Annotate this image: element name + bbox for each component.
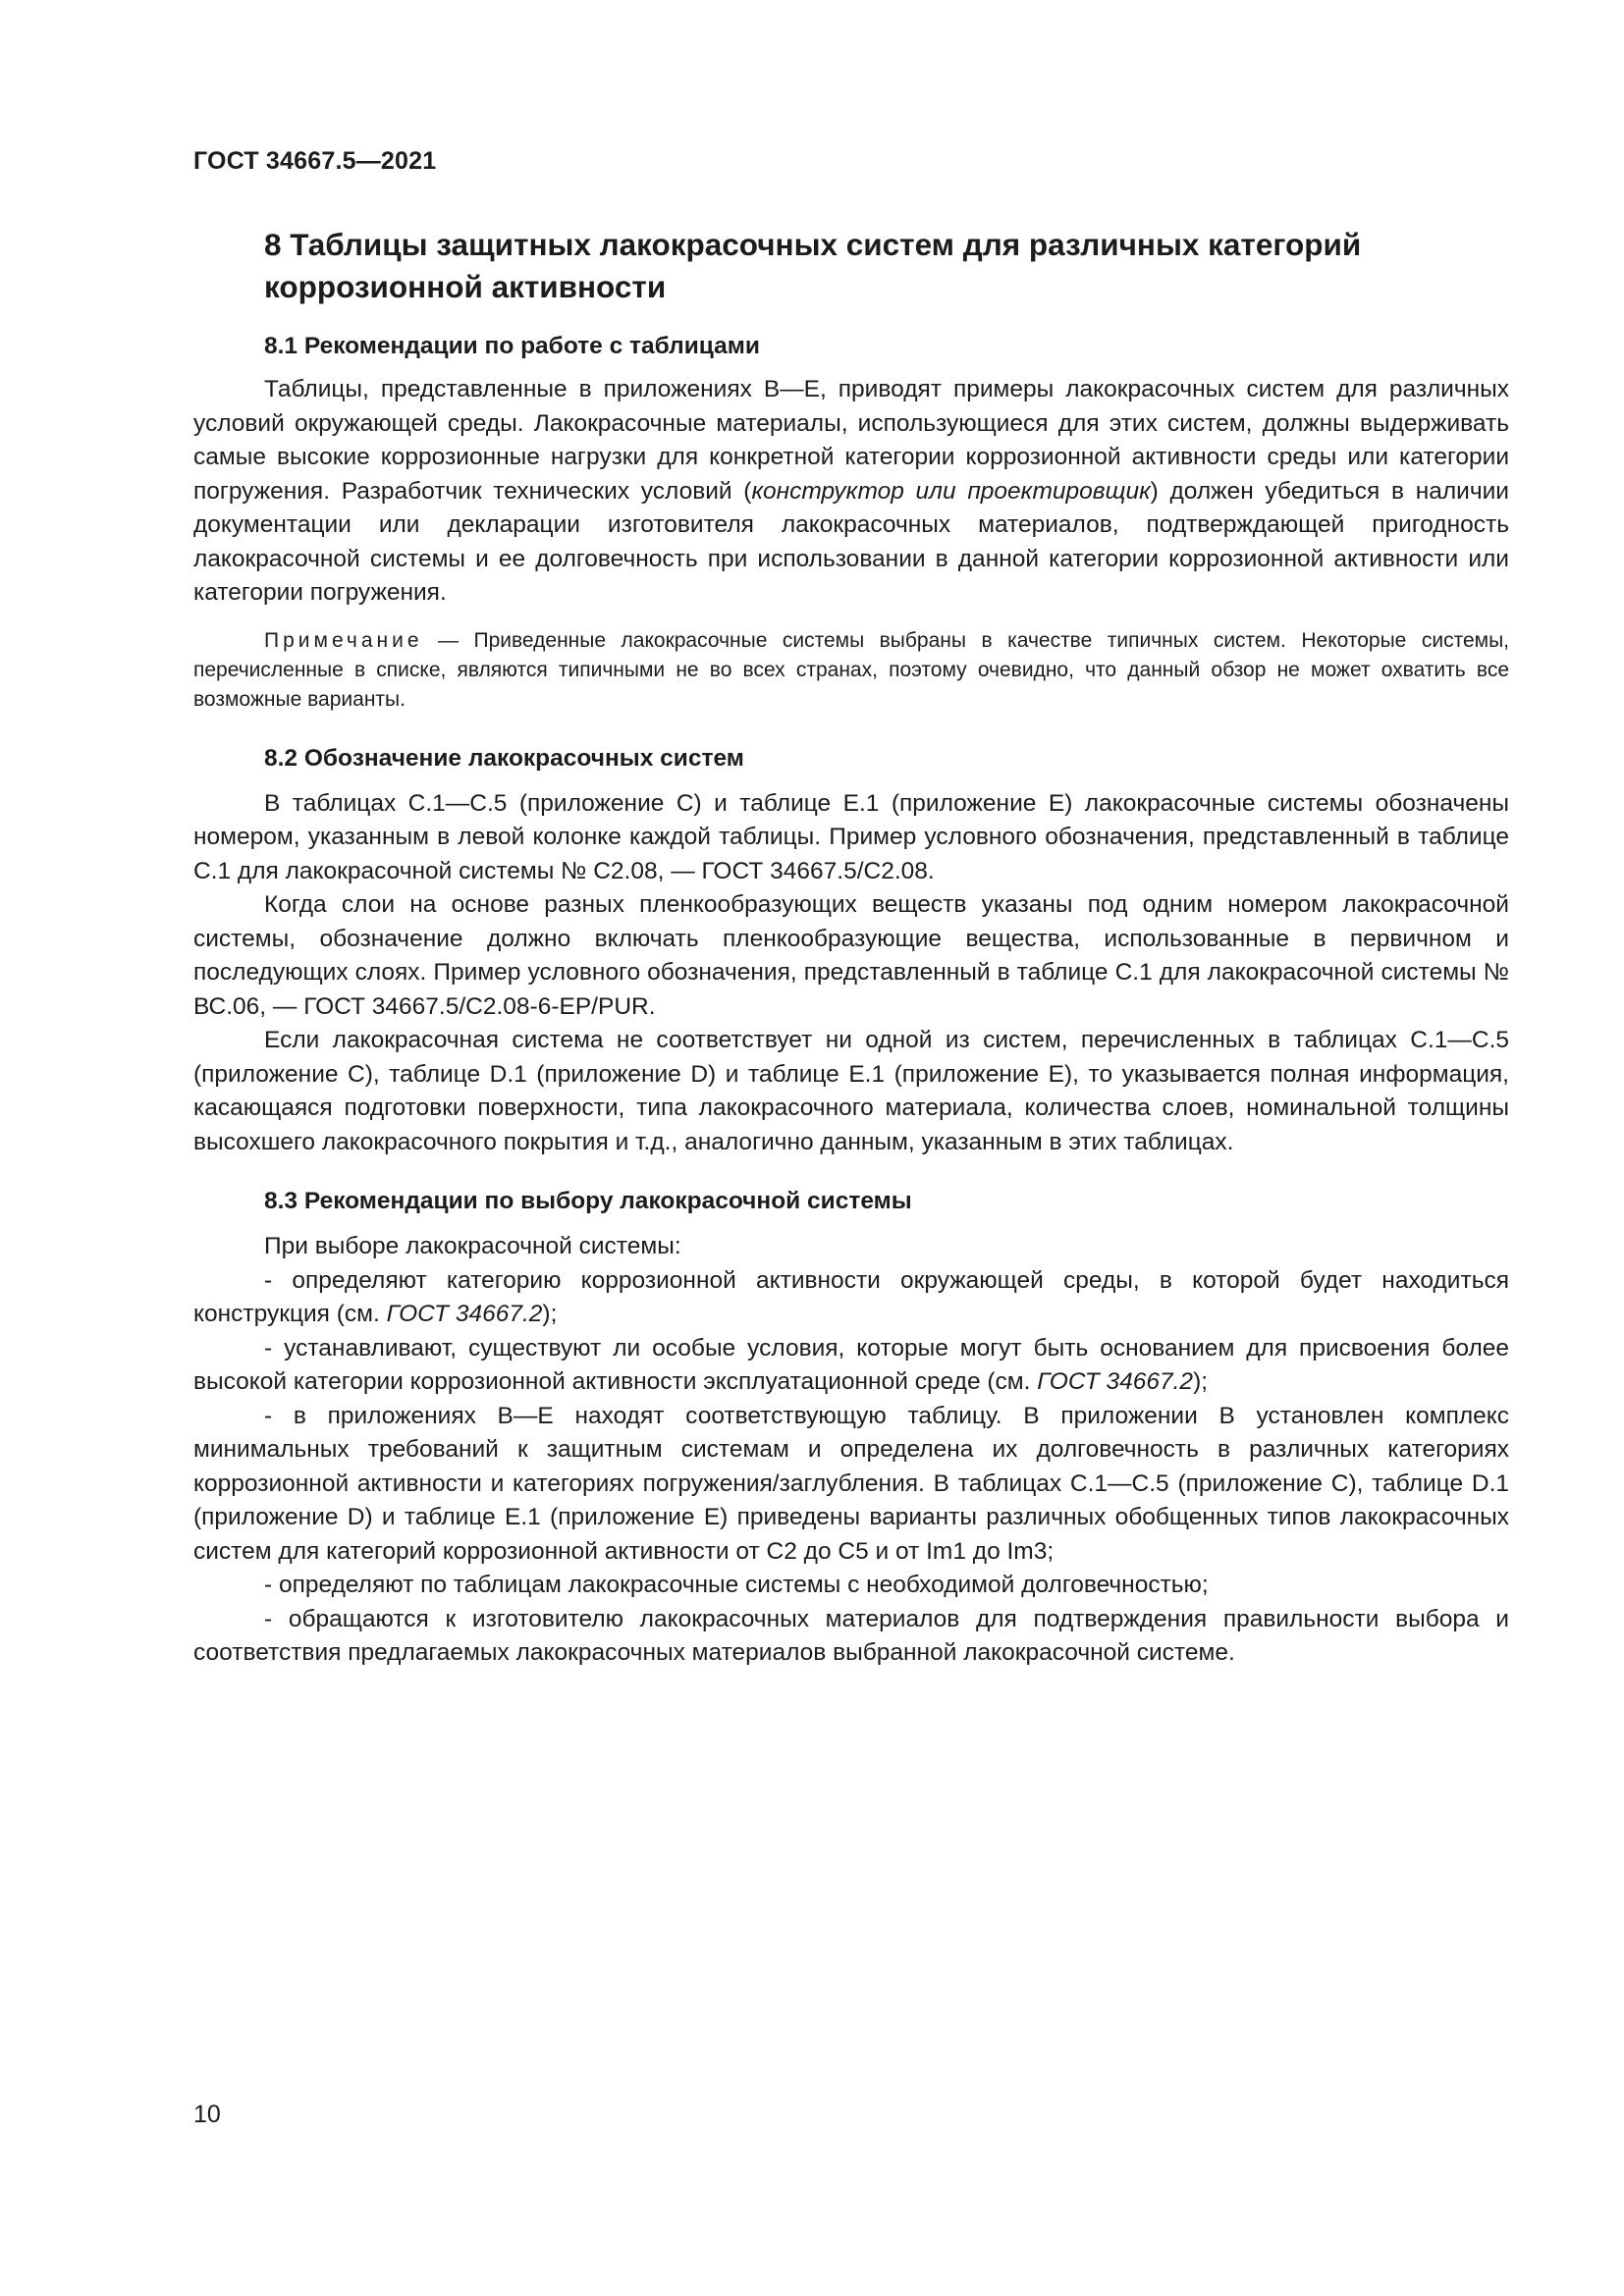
s83-item2-part1: - устанавливают, существуют ли особые условия, которые могут быть основанием для присвоения более высокой категории коррозионной активности эксплуатационной среде (см. bbox=[193, 1334, 1509, 1395]
s81-p1-part2: ) должен убедиться в наличии документации или декларации изготовителя лакокрасочных материалов, подтверждающей пригодность лакокрасочной системы и ее долговечность при использовании в данной категории коррозионной активности или категории погружения. bbox=[193, 477, 1509, 606]
subsection-8-1-paragraph bbox=[193, 373, 1509, 611]
note-paragraph bbox=[193, 626, 1509, 715]
s83-item1-part2: ); bbox=[542, 1301, 558, 1327]
s83-list-item-1 bbox=[193, 1264, 1509, 1332]
page-content bbox=[193, 224, 1509, 1671]
s83-item2-part2: ); bbox=[1193, 1368, 1209, 1395]
s83-list-item-5: - обращаются к изготовителю лакокрасочных материалов для подтверждения правильности выбора и соответствия предлагаемых лакокрасочных материалов выбранной лакокрасочной системе. bbox=[193, 1605, 1509, 1666]
note-text: — Приведенные лакокрасочные системы выбраны в качестве типичных систем. Некоторые системы, перечисленные в списке, являются типичными не во всех странах, поэтому очевидно, что данный обзор не может охватить все возможные варианты. bbox=[193, 628, 1509, 711]
s83-item1-italic: ГОСТ 34667.2 bbox=[386, 1301, 543, 1327]
s82-paragraph-2: Когда слои на основе разных пленкообразующих веществ указаны под одним номером лакокрасочной системы, обозначение должно включать пленкообразующие вещества, использованные в первичном и последующих слоях. Пример условного обозначения, представленный в таблице С.1 для лакокрасочной системы № ВС.06, — ГОСТ 34667.5/С2.08-6-ЕР/PUR. bbox=[193, 891, 1509, 1020]
subsection-8-3-title: 8.3 Рекомендации по выбору лакокрасочной системы bbox=[264, 1188, 912, 1214]
document-code-header: ГОСТ 34667.5—2021 bbox=[193, 147, 437, 175]
s83-intro: При выборе лакокрасочной системы: bbox=[264, 1233, 681, 1259]
s81-p1-part1: Таблицы, представленные в приложениях В—Е, приводят примеры лакокрасочных систем для различных условий окружающей среды. Лакокрасочные материалы, использующиеся для этих систем, должны выдерживать самые высокие коррозионные нагрузки для конкретной категории коррозионной активности среды или категории погружения. Разработчик технических условий ( bbox=[193, 376, 1509, 505]
s81-p1-italic: конструктор или проектировщик bbox=[751, 477, 1151, 505]
s82-paragraph-1: В таблицах С.1—С.5 (приложение С) и таблице Е.1 (приложение Е) лакокрасочные системы обозначены номером, указанным в левой колонке каждой таблицы. Пример условного обозначения, представленный в таблице С.1 для лакокрасочной системы № С2.08, — ГОСТ 34667.5/С2.08. bbox=[193, 789, 1509, 884]
subsection-8-2-title: 8.2 Обозначение лакокрасочных систем bbox=[264, 744, 744, 772]
section-title-line2: коррозионной активности bbox=[264, 269, 667, 304]
s83-item2-italic: ГОСТ 34667.2 bbox=[1037, 1368, 1194, 1395]
s83-list-item-3: - в приложениях В—Е находят соответствующую таблицу. В приложении В установлен комплекс минимальных требований к защитным системам и определена их долговечность в различных категориях коррозионной активности и категориях погружения/заглубления. В таблицах С.1—С.5 (приложение С), таблице D.1 (приложение D) и таблице Е.1 (приложение Е) приведены варианты различных обобщенных типов лакокрасочных систем для категорий коррозионной активности от С2 до С5 и от Im1 до Im3; bbox=[193, 1402, 1509, 1565]
s83-list-item-4: - определяют по таблицам лакокрасочные системы с необходимой долговечностью; bbox=[264, 1572, 1209, 1598]
s83-list-item-2 bbox=[193, 1332, 1509, 1400]
s82-paragraph-3: Если лакокрасочная система не соответствует ни одной из систем, перечисленных в таблицах С.1—С.5 (приложение С), таблице D.1 (приложение D) и таблице Е.1 (приложение Е), то указывается полная информация, касающаяся подготовки поверхности, типа лакокрасочного материала, количества слоев, номинальной толщины высохшего лакокрасочного покрытия и т.д., аналогично данным, указанным в этих таблицах. bbox=[193, 1027, 1509, 1155]
note-label: Примечание bbox=[264, 628, 423, 652]
section-title-line1: 8 Таблицы защитных лакокрасочных систем для различных категорий bbox=[264, 227, 1362, 262]
s83-item1-part1: - определяют категорию коррозионной активности окружающей среды, в которой будет находиться конструкция (см. bbox=[193, 1266, 1509, 1327]
section-8-title bbox=[264, 224, 1509, 308]
page-number: 10 bbox=[193, 2101, 221, 2128]
subsection-8-1-title: 8.1 Рекомендации по работе с таблицами bbox=[264, 333, 760, 359]
